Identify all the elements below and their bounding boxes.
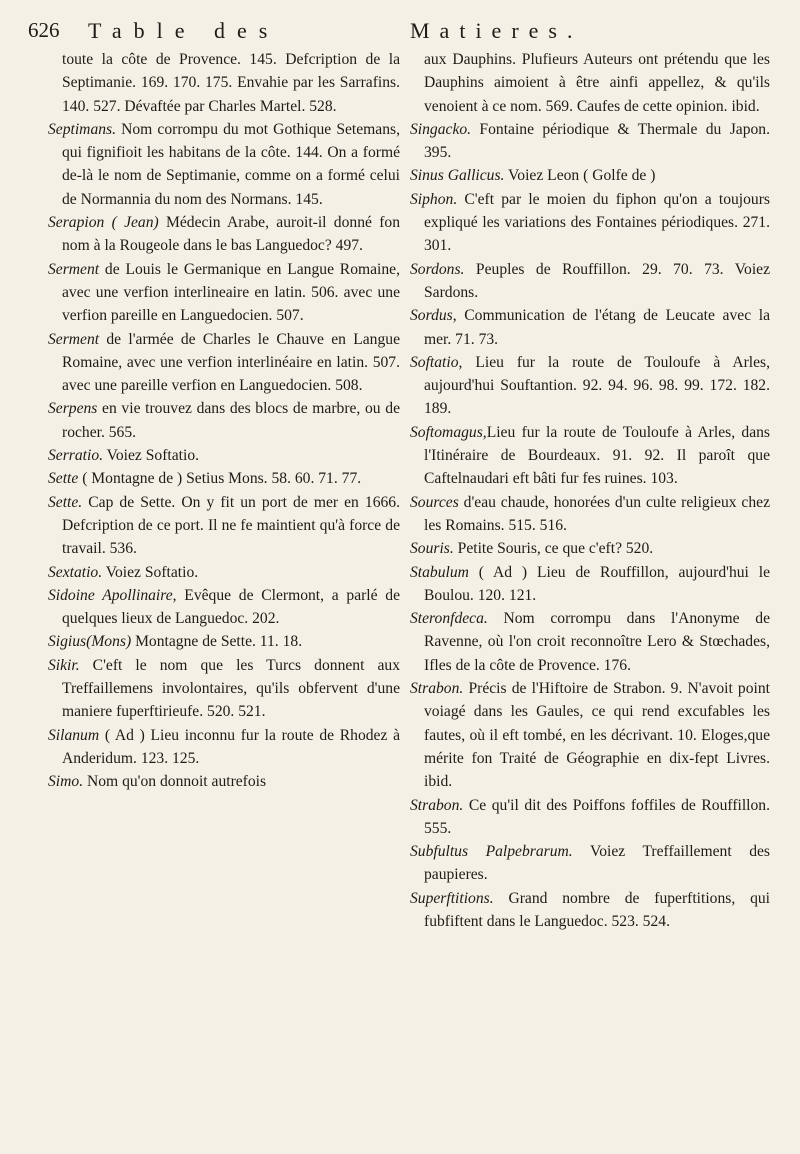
index-entry: Strabon. Ce qu'il dit des Poiffons foffiles de Rouffillon. 555. — [410, 796, 770, 837]
index-entry: Stabulum ( Ad ) Lieu de Rouffillon, aujourd'hui le Boulou. 120. 121. — [410, 563, 770, 604]
right-column — [410, 48, 770, 933]
index-entry: Sigius(Mons) Montagne de Sette. 11. 18. — [48, 633, 303, 651]
index-entry: Simo. Nom qu'on donnoit autrefois — [48, 773, 267, 791]
index-entry: Softatio, Lieu fur la route de Touloufe à Arles, aujourd'hui Souftantion. 92. 94. 96. 98. 99. 172. 182. 189. — [410, 353, 770, 418]
running-header — [28, 16, 783, 50]
index-entry: Sextatio. Voiez Softatio. — [48, 563, 199, 581]
index-entry: Souris. Petite Souris, ce que c'eft? 520. — [410, 540, 654, 558]
index-entry: Steronfdeca. Nom corrompu dans l'Anonyme de Ravenne, où l'on croit reconnoître Lero & Stœchades, Ifles de la côte de Provence. 176. — [410, 610, 770, 674]
index-entry: toute la côte de Provence. 145. Defcription de la Septimanie. 169. 170. 175. Envahie par les Sarrafins. 140. 527. Dévaftée par Charles Martel. 528. — [62, 51, 400, 115]
index-entry: Serment de l'armée de Charles le Chauve en Langue Romaine, avec une verfion interlinéaire en latin. 507. avec une pareille verfion en Languedocien. 508. — [48, 330, 400, 395]
index-entry: Strabon. Précis de l'Hiftoire de Strabon. 9. N'avoit point voiagé dans les Gaules, ce qui rend excufables les fautes, où il eft tombé, en les décrivant. 10. Eloges,que mérite fon Traité de Géographie en dix-fept Livres. ibid. — [410, 680, 770, 791]
index-entry: Sinus Gallicus. Voiez Leon ( Golfe de ) — [410, 167, 656, 185]
header-title-right: Matieres. — [410, 18, 583, 43]
index-entry: Septimans. Nom corrompu du mot Gothique Setemans, qui fignifioit les habitans de la côte. 144. On a formé de-là le nom de Septimanie, comme on a formé celui de Normannia du nom des Normans. 145. — [48, 120, 400, 208]
index-entry: Sikir. C'eft le nom que les Turcs donnent aux Treffaillemens involontaires, qu'ils obfervent d'une maniere fuperftirieufe. 520. 521. — [48, 656, 400, 721]
index-entry: Serratio. Voiez Softatio. — [48, 447, 200, 465]
index-entry: Serapion ( Jean) Médecin Arabe, auroit-il donné fon nom à la Rougeole dans le bas Languedoc? 497. — [48, 214, 400, 255]
page-number: 626 — [28, 18, 60, 42]
index-entry: Sordons. Peuples de Rouffillon. 29. 70. 73. Voiez Sardons. — [410, 260, 770, 301]
index-entry: Sidoine Apollinaire, Evêque de Clermont, a parlé de quelques lieux de Languedoc. 202. — [48, 586, 400, 628]
header-title-left: Table des — [88, 18, 280, 43]
index-entry: Superftitions. Grand nombre de fuperftitions, qui fubfiftent dans le Languedoc. 523. 524. — [410, 889, 770, 930]
index-entry: Sette ( Montagne de ) Setius Mons. 58. 60. 71. 77. — [48, 470, 362, 488]
index-entry: Sources d'eau chaude, honorées d'un culte religieux chez les Romains. 515. 516. — [410, 493, 770, 534]
index-entry: Subfultus Palpebrarum. Voiez Treffaillement des paupieres. — [410, 843, 770, 884]
index-entry: Siphon. C'eft par le moien du fiphon qu'on a toujours expliqué les variations des Fontaines périodiques. 271. 301. — [410, 190, 770, 255]
index-entry: Softomagus,Lieu fur la route de Touloufe à Arles, dans l'Itinéraire de Bourdeaux. 91. 92. Il paroît que Caftelnaudari eft bâti fur fes ruines. 103. — [410, 423, 770, 488]
index-entry: Singacko. Fontaine périodique & Thermale du Japon. 395. — [410, 120, 770, 162]
index-entry: Sette. Cap de Sette. On y fit un port de mer en 1666. Defcription de ce port. Il ne fe maintient qu'à force de travail. 536. — [48, 493, 400, 558]
index-entry: Serment de Louis le Germanique en Langue Romaine, avec une verfion interlineaire en latin. 506. avec une verfion pareille en Languedocien. 507. — [48, 260, 400, 325]
index-entry: Sordus, Communication de l'étang de Leucate avec la mer. 71. 73. — [410, 307, 770, 348]
left-column — [48, 48, 400, 794]
index-entry: Serpens en vie trouvez dans des blocs de marbre, ou de rocher. 565. — [48, 400, 400, 441]
index-entry: Silanum ( Ad ) Lieu inconnu fur la route de Rhodez à Anderidum. 123. 125. — [48, 726, 400, 767]
index-entry: aux Dauphins. Plufieurs Auteurs ont prétendu que les Dauphins aimoient à être ainfi appellez, & qu'ils venoient à ce nom. 569. Caufes de cette opinion. ibid. — [424, 51, 770, 115]
